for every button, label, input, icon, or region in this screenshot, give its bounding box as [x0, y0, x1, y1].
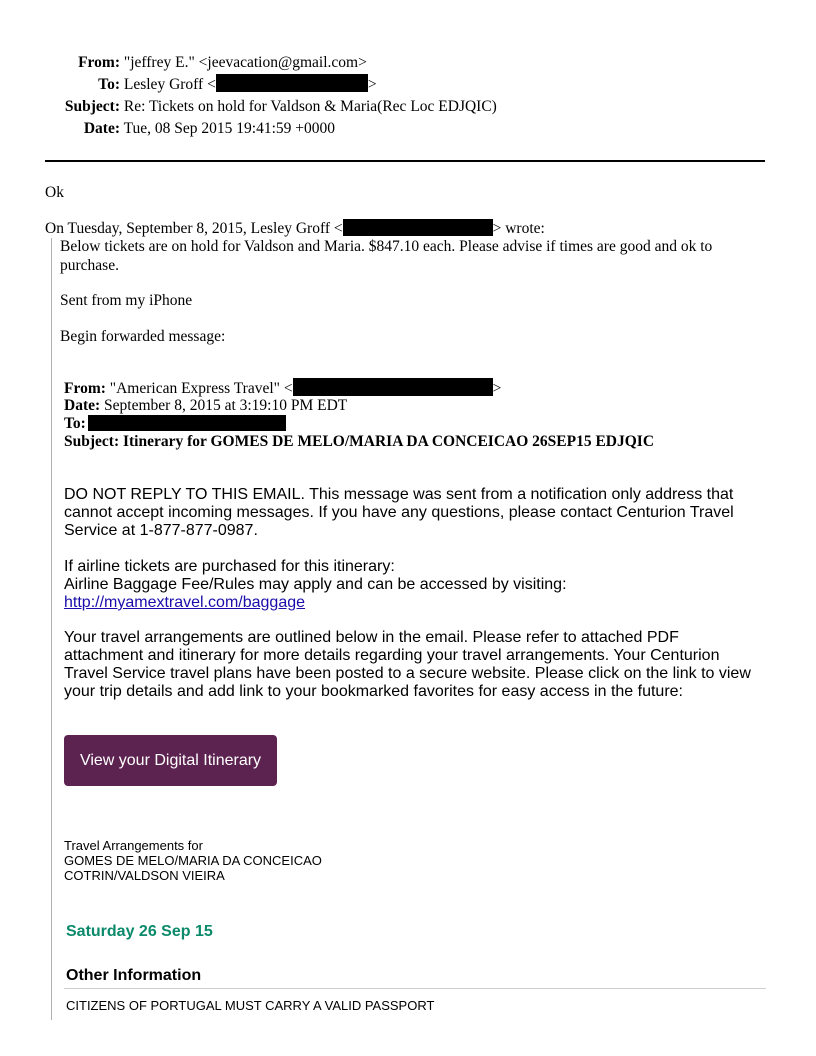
subject-label: Subject: — [64, 98, 120, 115]
passport-note: CITIZENS OF PORTUGAL MUST CARRY A VALID PASSPORT — [66, 998, 435, 1013]
baggage-link[interactable]: http://myamextravel.com/baggage — [64, 594, 306, 611]
from-label: From: — [78, 54, 120, 71]
attribution-suffix: > wrote: — [492, 220, 545, 237]
begin-forwarded: Begin forwarded message: — [60, 328, 226, 345]
arrangements-line: your trip details and add link to your bookmarked favorites for easy access in the future: — [64, 683, 683, 700]
attribution-prefix: On Tuesday, September 8, 2015, Lesley Groff < — [45, 220, 343, 237]
traveler-name: COTRIN/VALDSON VIEIRA — [64, 868, 225, 883]
notice-line: DO NOT REPLY TO THIS EMAIL. This message was sent from a notification only address that — [64, 486, 734, 503]
fwd-from-row — [64, 378, 501, 398]
fwd-from-suffix: > — [492, 380, 502, 397]
arrangements-paragraph — [64, 629, 784, 701]
baggage-line: If airline tickets are purchased for this itinerary: — [64, 558, 395, 575]
notice-line: Service at 1-877-877-0987. — [64, 522, 258, 539]
redaction-bar — [88, 415, 286, 431]
notice-paragraph — [64, 486, 784, 540]
redaction-bar — [216, 74, 368, 92]
fwd-to-label: To: — [64, 415, 86, 432]
header-divider — [45, 160, 765, 162]
fwd-date-row — [64, 397, 347, 415]
fwd-subject-value: Itinerary for GOMES DE MELO/MARIA DA CONCEICAO 26SEP15 EDJQIC — [122, 433, 655, 450]
fwd-subject-row — [64, 433, 654, 451]
arrangements-line: Travel Service travel plans have been posted to a secure website. Please click on the link to view — [64, 665, 751, 682]
other-information-heading: Other Information — [66, 967, 202, 984]
quoted-line-1: Below tickets are on hold for Valdson and Maria. $847.10 each. Please advise if times are good and ok to — [60, 238, 713, 255]
reply-body: Ok — [45, 184, 64, 201]
from-value: "jeffrey E." <jeevacation@gmail.com> — [123, 54, 367, 71]
date-row — [0, 118, 560, 140]
reply-attribution — [45, 219, 545, 238]
quoted-line-2: purchase. — [60, 257, 119, 274]
arrangements-line: attachment and itinerary for more details regarding your travel arrangements. Your Centurion — [64, 647, 720, 664]
traveler-name: GOMES DE MELO/MARIA DA CONCEICAO — [64, 853, 322, 868]
arrangements-title: Travel Arrangements for — [64, 838, 203, 853]
subject-row — [0, 96, 560, 118]
fwd-subject-label: Subject: — [64, 433, 120, 450]
itinerary-date-heading: Saturday 26 Sep 15 — [66, 923, 213, 940]
redaction-bar — [343, 219, 493, 236]
to-suffix: > — [367, 76, 377, 93]
fwd-date-label: Date: — [64, 397, 101, 414]
to-label: To: — [98, 76, 120, 93]
arrangements-line: Your travel arrangements are outlined below in the email. Please refer to attached PDF — [64, 629, 679, 646]
from-row — [0, 52, 560, 74]
fwd-date-value: September 8, 2015 at 3:19:10 PM EDT — [104, 397, 348, 414]
travel-arrangements — [64, 838, 322, 883]
view-itinerary-button[interactable]: View your Digital Itinerary — [64, 735, 277, 786]
redaction-bar — [293, 378, 493, 396]
date-value: Tue, 08 Sep 2015 19:41:59 +0000 — [123, 120, 336, 137]
notice-line: cannot accept incoming messages. If you have any questions, please contact Centurion Travel — [64, 504, 734, 521]
section-divider — [64, 988, 766, 989]
email-header — [0, 52, 560, 140]
baggage-paragraph — [64, 558, 784, 612]
fwd-from-label: From: — [64, 380, 106, 397]
fwd-from-value: "American Express Travel" < — [109, 380, 293, 397]
quote-bar — [51, 238, 52, 1020]
to-name: Lesley Groff < — [123, 76, 216, 93]
sent-from: Sent from my iPhone — [60, 292, 193, 309]
to-row — [0, 74, 560, 96]
fwd-to-row — [64, 415, 286, 433]
date-label: Date: — [83, 120, 120, 137]
baggage-line: Airline Baggage Fee/Rules may apply and can be accessed by visiting: — [64, 576, 567, 593]
subject-value: Re: Tickets on hold for Valdson & Maria(Rec Loc EDJQIC) — [123, 98, 497, 115]
